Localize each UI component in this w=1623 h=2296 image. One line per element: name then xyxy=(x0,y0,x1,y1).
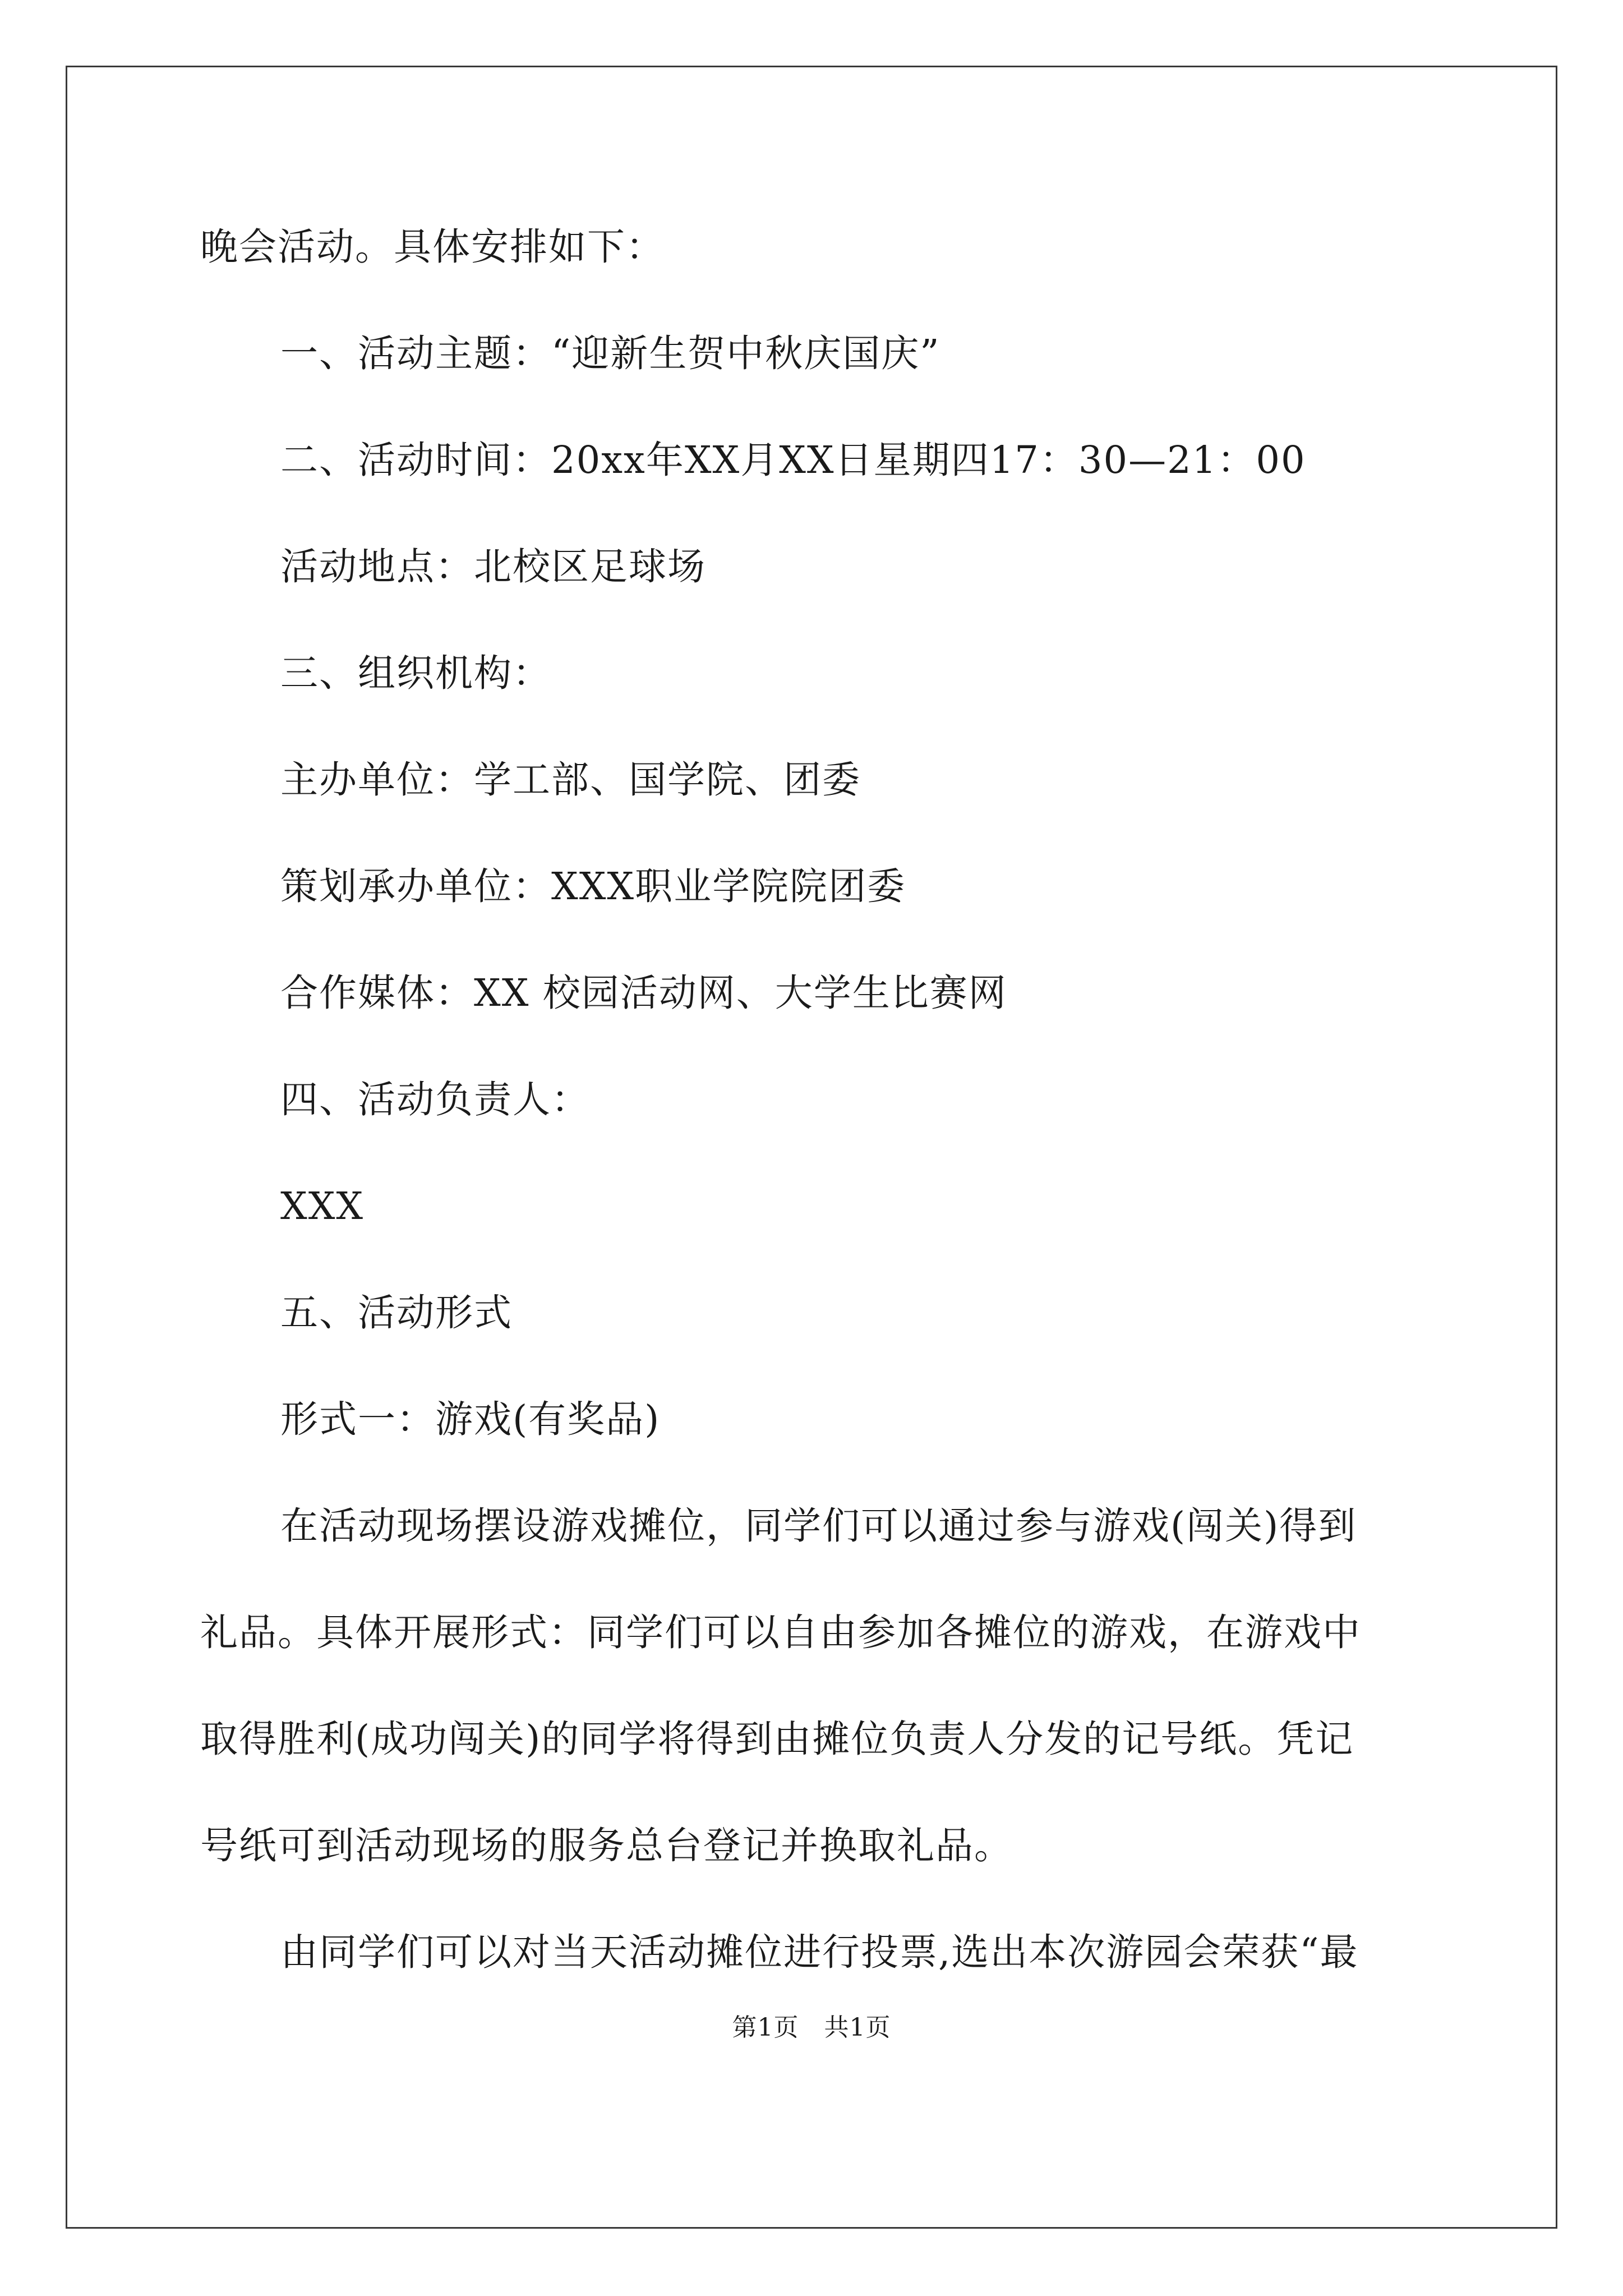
text-line: 礼品。具体开展形式：同学们可以自由参加各摊位的游戏，在游戏中 xyxy=(200,1611,1361,1654)
text-line: 四、活动负责人： xyxy=(280,1078,590,1121)
text-line: 取得胜利(成功闯关)的同学将得到由摊位负责人分发的记号纸。凭记 xyxy=(200,1717,1354,1761)
page-footer: 第1页 共1页 xyxy=(732,2013,891,2042)
text-line: 二、活动时间：20xx年XX月XX日星期四17：30—21：00 xyxy=(280,438,1306,482)
text-line: 活动地点：北校区足球场 xyxy=(280,545,706,588)
text-line: 一、活动主题：“迎新生贺中秋庆国庆” xyxy=(280,332,940,375)
text-line: 形式一：游戏(有奖品) xyxy=(280,1397,661,1441)
text-line: 主办单位：学工部、国学院、团委 xyxy=(280,758,861,802)
text-line: 策划承办单位：XXX职业学院院团委 xyxy=(280,864,906,908)
text-line: 在活动现场摆设游戏摊位，同学们可以通过参与游戏(闯关)得到 xyxy=(280,1504,1357,1548)
text-line: 由同学们可以对当天活动摊位进行投票,选出本次游园会荣获“最 xyxy=(280,1930,1359,1974)
text-line: 五、活动形式 xyxy=(280,1291,513,1335)
text-line: 合作媒体：XX 校园活动网、大学生比赛网 xyxy=(280,971,1007,1015)
page-border xyxy=(66,66,1557,2229)
text-line: 三、组织机构： xyxy=(280,651,551,695)
text-line: 号纸可到活动现场的服务总台登记并换取礼品。 xyxy=(200,1824,1013,1867)
text-line: XXX xyxy=(280,1184,365,1228)
text-line: 晚会活动。具体安排如下： xyxy=(200,225,665,269)
